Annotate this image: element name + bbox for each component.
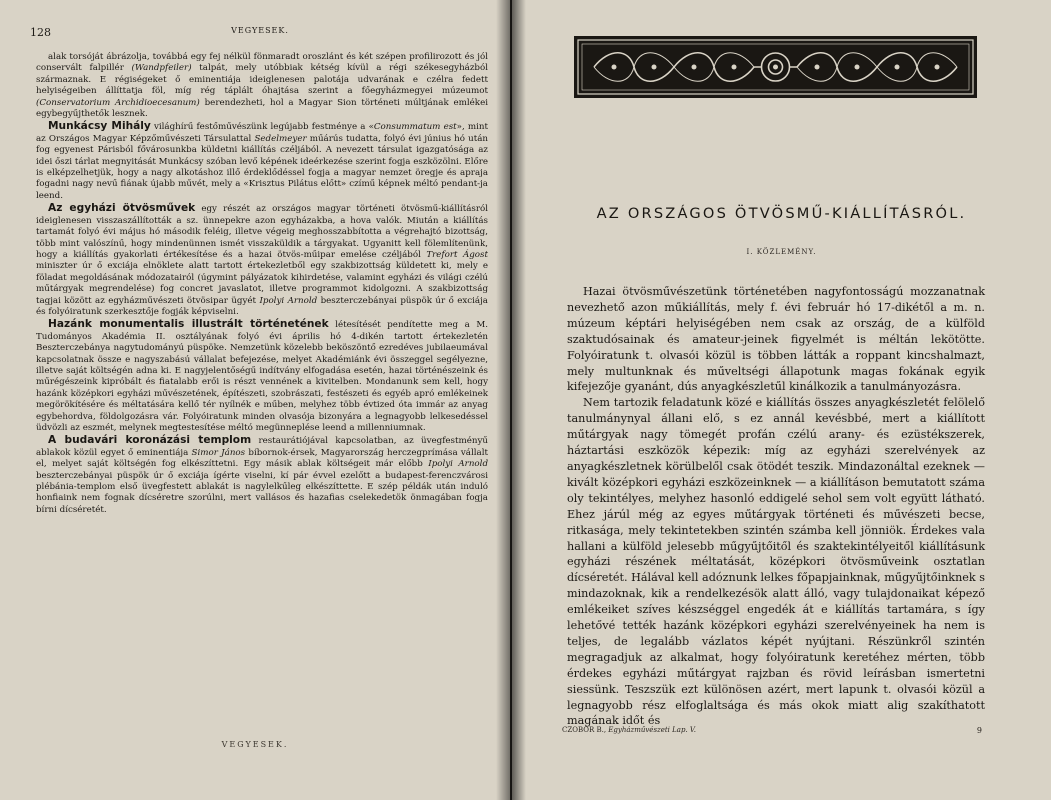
italic-text: (Conservatorium Archidioecesanum) xyxy=(36,97,200,108)
paragraph xyxy=(36,203,488,318)
footer-author: CZOBOR B., xyxy=(562,726,607,734)
section-heading: Az egyházi ötvösművek xyxy=(48,202,196,215)
section-heading: Hazánk monumentalis illustrált történetének xyxy=(48,318,329,331)
italic-text: Ipolyi Arnold xyxy=(259,295,318,306)
italic-text: (Wandpfeiler) xyxy=(131,63,192,74)
page-number: 128 xyxy=(30,26,51,39)
running-head: VEGYESEK. xyxy=(231,26,289,35)
text-run: létesítését pendítette meg a M. Tudományos Akadémia II. osztályának folyó évi április hó 4-dikén tartott értekezletén Beszterczebánya nagytudományú püspöke. Nemzetünk közelebb beköszöntő ezredéves jubilaeumával kapcsolatnak össze e nagyszabású vállalat befejezése, melyet Akadémiánk évi összeggel segélyezne, illetve saját költségén adna ki. E nagyjelentőségű indítvány elfogadása esetén, hazai történészeink és műrégészeink kipróbált és fiatalabb erői is részt vennének a kivitelben. Mondanunk sem kell, hogy hazánk középkori egyházi művészetének, építészeti, szobrászati, festészeti és egyéb apró emlékeinek megörökítésére és méltatására kellő tér nyílnék e műben, melyhez több évtized óta immár az anyag egybehordva, földolgozásra vár. Folyóiratunk minden olvasója bizonyára a legnagyobb lelkesedéssel üdvözli az eszmét, melynek megtestesítése méltó megünneplése leend a millenniumnak. xyxy=(36,320,488,433)
section-heading: Munkácsy Mihály xyxy=(48,120,151,133)
section-heading: A budavári koronázási templom xyxy=(48,434,252,447)
text-run: talpát, mely utóbbiak kétség kívül a régi székesegyházból származnak. E régiségeket ő eminentiája ideiglenesen palotája udvarának e czélra fedett helyiségeiben állíttatja föl, míg rég táplált óhajtása szerint a főegyházmegyei múzeumot xyxy=(36,63,488,97)
italic-text: Simor János xyxy=(191,447,246,458)
paragraph xyxy=(36,435,488,516)
left-page xyxy=(0,0,510,800)
paragraph: Nem tartozik feladatunk közé e kiállítás összes anyagkészletét felölelő tanulmánynyal állani elő, s ez annál kevésbbé, mert a kiállított műtárgyak nagy tömegét profán czélú arany- és ezüstékszerek, háztartási eszközök képezik: míg az egyházi szerelvények az anyagkészletnek körülbelől csak ötödét teszik. Mindazonáltal ezeknek — kivált középkori egyházi eszközeinknek — a kiállításon bemutatott száma oly tekintélyes, melyhez hasonló eddigelé sehol sem volt együtt látható. Ehez járúl még az egyes műtárgyak történeti és művészeti becse, ritkasága, mely tekintetekben szintén számba kell jönniök. Érdekes vala hallani a külföld jelesebb műgyűjtőitől és szaktekintélyeitől kiállításunk egyházi részének méltatását, középkori ötvösműveink osztatlan dícséretét. Hálával kell adóznunk lelkes főpapjainknak, műgyűjtőinknek s mindazoknak, kik a rendelkezésök alatt álló, vagy tulajdonaikat képező emlékeiket szíves készséggel engedék át e kiállítás tartamára, s így lehetővé tették hazánk középkori egyházi szerelvényeinek ha nem is teljes, de legalább vázlatos képét nyújtani. Részünkről szintén megragadjuk az alkalmat, hogy folyóiratunk keretéhez mérten, több érdekes egyházi műtárgyat rajzban és rövid leírásban ismertetni siessünk. Teszszük ezt különösen azért, mert lapunk t. olvasói közül a legnagyobb rész elfoglaltsága és más okok miatt alig szakíthatott magának időt és xyxy=(567,396,985,728)
paragraph xyxy=(36,121,488,202)
italic-text: Consummatum est xyxy=(373,122,457,133)
left-page-footer: VEGYESEK. xyxy=(221,740,289,749)
footer-signature xyxy=(562,726,696,734)
text-run: egy részét az országos magyar történeti ötvösmű-kiállításról ideiglenesen visszaszállították a sz. ünnepekre azon egyházakba, a hova valók. Miután a kiállítás tartamát folyó évi május hó második feléig, illetve végeig meghosszabbította a végrehajtó bizottság, több mint valószínű, hogy mindenünnen ismét visszaküldik a tárgyakat. Ugyanitt kell fölemlítenünk, hogy a kiállítás gyakorlati értékesítése és a hazai ötvös-műipar emelése czéljából xyxy=(36,204,488,260)
text-run: », mint az Országos Magyar Képzőművészeti Társulattal xyxy=(36,122,489,144)
text-run: beszterczebányai püspök úr ő exciája ígérte viselni, kí pár évvel ezelőtt a budapest-ferenczvárosi plébánia-templom első üvegfestett ablakát is nagylelkűleg elkészíttette. E szép példák után induló honfiaink nem fognak dícséretre szorúlni, mert vallásos és hazafias cselekedetök önmagában fogja bírni dícséretét. xyxy=(36,470,488,515)
text-run: miniszter úr ő exciája elnöklete alatt tartott értekezletből egy szakbizottság küldetett ki, mely e föladat megoldásának módozatairól (úgymint pályázatok kihirdetése, valamint egyházi és világi czélú műtárgyak megrendelése) fog concret javaslatot, illetve programmot kidolgozni. A szakbizottság tagjai között az egyházművészeti ötvösipar ügyét xyxy=(36,261,488,306)
italic-text: Sedelmeyer xyxy=(254,133,307,144)
italic-text: Trefort Ágost xyxy=(426,249,488,260)
text-run: műárús tudatta, folyó évi június hó után fog egyenest Párisból fővárosunkba küldetni kiállítás czéljából. A nevezett társulat igazgatósága az idei őszi tárlat megnyitását Munkácsy szóban levő képének ideérkezése szerint fogja eszközölni. Előre is elképzelhetjük, hogy a nagy alkotáshoz illő érdeklődéssel fogja a magyar nemzet öregje és apraja fogadni nagy nevű fiának újabb művét, mely a «Krisztus Pilátus előtt» czímű képnek méltó pendant-ja leend. xyxy=(36,133,488,201)
ornament-band-icon xyxy=(574,36,977,98)
right-page xyxy=(512,0,1051,800)
text-run: beszterczebányai püspök úr ő exciája és folyóiratunk szerkesztője fogják képviselni. xyxy=(36,295,488,317)
left-page-body xyxy=(36,52,488,516)
text-run: alak torsóját ábrázolja, továbbá egy fej nélkül fönmaradt oroszlánt és két szépen profilirozott és jól conservált falpillér xyxy=(36,52,488,74)
text-run: berendezheti, hol a Magyar Sion történeti múltjának emlékei egybegyűjthetők lesznek. xyxy=(36,97,488,120)
footer-journal: Egyházművészeti Lap. V. xyxy=(606,726,696,734)
article-title: AZ ORSZÁGOS ÖTVÖSMŰ-KIÁLLÍTÁSRÓL. xyxy=(596,205,967,222)
text-run: restaurátiójával kapcsolatban, az üvegfestményű ablakok közül egyet ő eminentiája xyxy=(36,436,488,458)
paragraph xyxy=(36,319,488,434)
paragraph xyxy=(36,52,488,120)
left-page-header xyxy=(30,26,490,40)
text-run: világhírű festőművészünk legújabb festménye a « xyxy=(150,122,374,133)
italic-text: Ipolyi Arnold xyxy=(428,459,488,470)
right-page-body xyxy=(567,284,985,729)
paragraph: Hazai ötvösművészetünk történetében nagyfontosságú mozzanatnak nevezhető azon műkiállítás, mely f. évi február hó 17-dikétől a m. n. múzeum képtári helyiségében nem csak az ország, de a külföld szaktudósainak és amateur-jeinek figyelmét is méltán lekötötte. Folyóiratunk t. olvasói közül is többen látták a roppant kincshalmazt, mely multunknak és műveltségi állapotunk magas fokának egyik kifejezője gyanánt, dús anyagkészletűl kinálkozik a tanulmányozásra. xyxy=(567,285,985,394)
text-run: bíbornok-érsek, Magyarország herczegprímása vállalt el, melyet saját költségén fog elkészíttetni. Egy másik ablak költségeit már előbb xyxy=(36,447,488,470)
signature-mark: 9 xyxy=(976,726,982,735)
article-subtitle: I. KÖZLEMÉNY. xyxy=(746,248,817,256)
right-page-footer xyxy=(562,726,982,738)
